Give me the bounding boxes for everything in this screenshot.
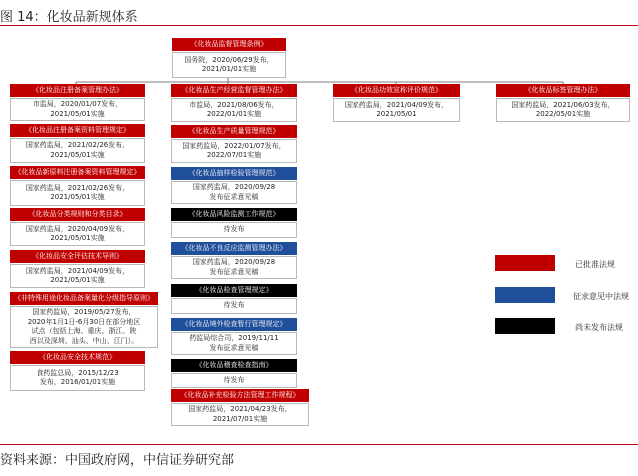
- right-node-1: [333, 84, 460, 122]
- mid-node-6-info: 待发布: [171, 298, 297, 314]
- source-note: 资料来源：中国政府网，中信证券研究部: [0, 453, 235, 468]
- mid-node-6: [171, 284, 297, 314]
- mid-node-7: [171, 318, 297, 355]
- left-node-1-info: 市监局，2020/01/07发布， 2021/05/01实施: [10, 98, 145, 121]
- mid-node-8-info: 待发布: [171, 373, 297, 388]
- mid-node-3-name: 《化妆品抽样检验管理规范》: [171, 167, 297, 180]
- root-regulation: [172, 38, 286, 78]
- left-node-3: [10, 166, 145, 206]
- left-node-6: [10, 292, 158, 348]
- legend-swatch-comment: [495, 287, 555, 303]
- legend-label-pending: 尚未发布法规: [575, 323, 623, 332]
- mid-node-3: [171, 167, 297, 204]
- left-node-1: [10, 84, 145, 121]
- right-node-2: [496, 84, 630, 122]
- mid-node-2-name: 《化妆品生产质量管理规范》: [171, 125, 297, 138]
- mid-node-5-name: 《化妆品不良反应监测管理办法》: [171, 242, 297, 255]
- left-node-5: [10, 250, 145, 288]
- left-node-2-info: 国家药监局，2021/02/26发布， 2021/05/01实施: [10, 138, 145, 163]
- mid-node-2-info: 国家药监局，2022/01/07发布， 2022/07/01实施: [171, 139, 297, 163]
- figure-title: 图 14：化妆品新规体系: [0, 10, 138, 25]
- right-node-2-info: 国家药监局，2021/06/03发布， 2022/05/01实施: [496, 98, 630, 122]
- mid-node-6-name: 《化妆品检查管理规定》: [171, 284, 297, 297]
- left-node-3-info: 国家药监局，2021/02/26发布， 2021/05/01实施: [10, 180, 145, 206]
- left-node-4-name: 《化妆品分类规则和分类目录》: [10, 208, 145, 221]
- mid-node-4-info: 待发布: [171, 222, 297, 238]
- left-node-6-name: 《非特殊用途化妆品备案量化分级指导原则》: [10, 292, 158, 305]
- left-node-2-name: 《化妆品注册备案资料管理规定》: [10, 124, 145, 137]
- bottom-rule: [0, 444, 638, 445]
- right-node-1-name: 《化妆品功效宣称评价规范》: [333, 84, 460, 97]
- left-node-4: [10, 208, 145, 246]
- mid-node-1-info: 市监局，2021/08/06发布， 2022/01/01实施: [171, 98, 297, 122]
- left-node-5-name: 《化妆品安全评估技术导则》: [10, 250, 145, 263]
- left-node-5-info: 国家药监局，2021/04/09发布， 2021/05/01实施: [10, 264, 145, 288]
- mid-node-9: [171, 389, 309, 426]
- root-name: 《化妆品监督管理条例》: [172, 38, 286, 51]
- mid-node-1: [171, 84, 297, 122]
- mid-node-8: [171, 359, 297, 388]
- mid-node-7-name: 《化妆品境外检查暂行管理规定》: [171, 318, 297, 331]
- mid-node-9-name: 《化妆品补充检验方法管理工作规程》: [171, 389, 309, 402]
- right-node-1-info: 国家药监局，2021/04/09发布， 2021/05/01: [333, 98, 460, 122]
- mid-node-4-name: 《化妆品风险监测工作规范》: [171, 208, 297, 221]
- left-node-3-name: 《化妆品新原料注册备案资料管理规定》: [10, 166, 145, 179]
- left-node-7: [10, 351, 145, 391]
- legend-swatch-approved: [495, 255, 555, 271]
- mid-node-2: [171, 125, 297, 163]
- legend-swatch-pending: [495, 318, 555, 334]
- right-node-2-name: 《化妆品标签管理办法》: [496, 84, 630, 97]
- mid-node-7-info: 药监局综合司，2019/11/11 发布征求意见稿: [171, 332, 297, 355]
- left-node-1-name: 《化妆品注册备案管理办法》: [10, 84, 145, 97]
- left-node-2: [10, 124, 145, 163]
- left-node-7-name: 《化妆品安全技术规范》: [10, 351, 145, 364]
- mid-node-1-name: 《化妆品生产经营监督管理办法》: [171, 84, 297, 97]
- mid-node-3-info: 国家药监局，2020/09/28 发布征求意见稿: [171, 181, 297, 204]
- legend-label-approved: 已批准法规: [575, 260, 615, 269]
- root-info: 国务院，2020/06/29发布，2021/01/01实施: [172, 52, 286, 78]
- mid-node-5: [171, 242, 297, 279]
- mid-node-9-info: 国家药监局，2021/04/23发布， 2021/07/01实施: [171, 403, 309, 426]
- legend-label-comment: 征求意见中法规: [573, 292, 629, 301]
- mid-node-5-info: 国家药监局，2020/09/28 发布征求意见稿: [171, 256, 297, 279]
- left-node-4-info: 国家药监局，2020/04/09发布， 2021/05/01实施: [10, 222, 145, 246]
- left-node-6-info: 国家药监局，2019/05/27发布， 2020年1月1日-6月30日在部分地区 试点（包括上海、重庆、浙江、陕 西以及深圳、汕头、中山、江门）。: [10, 306, 158, 348]
- left-node-7-info: 食药监总局，2015/12/23 发布，2016/01/01实施: [10, 365, 145, 391]
- mid-node-8-name: 《化妆品稽查检查指南》: [171, 359, 297, 372]
- mid-node-4: [171, 208, 297, 238]
